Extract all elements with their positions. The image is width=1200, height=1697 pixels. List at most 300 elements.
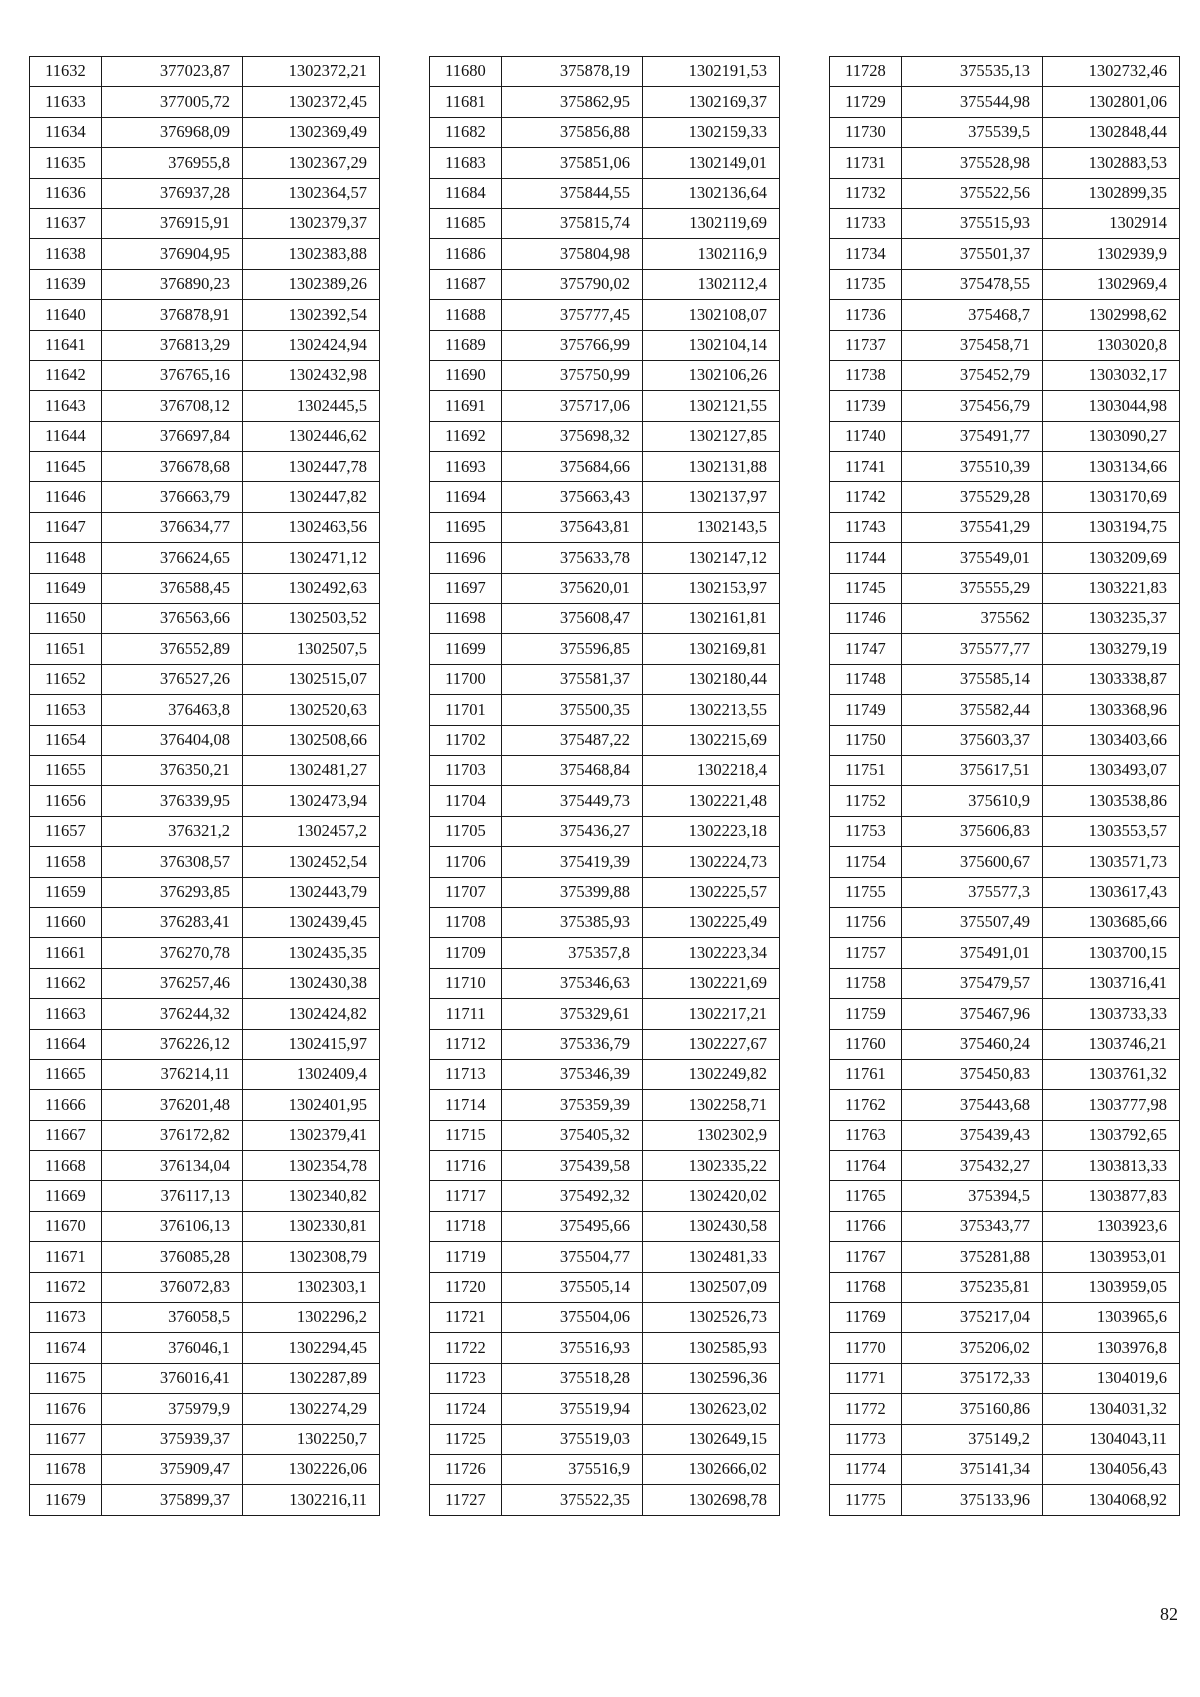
- x-coordinate-cell: 376106,13: [102, 1211, 243, 1241]
- y-coordinate-cell: 1303746,21: [1043, 1029, 1180, 1059]
- y-coordinate-cell: 1302354,78: [243, 1151, 380, 1181]
- y-coordinate-cell: 1303813,33: [1043, 1151, 1180, 1181]
- x-coordinate-cell: 375606,83: [902, 816, 1043, 846]
- table-row: [830, 604, 1180, 634]
- y-coordinate-cell: 1302409,4: [243, 1059, 380, 1089]
- y-coordinate-cell: 1302108,07: [643, 300, 780, 330]
- point-number-cell: 11725: [430, 1424, 502, 1454]
- x-coordinate-cell: 376937,28: [102, 178, 243, 208]
- table-row: [830, 1454, 1180, 1484]
- x-coordinate-cell: 376813,29: [102, 330, 243, 360]
- x-coordinate-cell: 377023,87: [102, 57, 243, 87]
- x-coordinate-cell: 375600,67: [902, 847, 1043, 877]
- x-coordinate-cell: 376697,84: [102, 421, 243, 451]
- point-number-cell: 11769: [830, 1303, 902, 1333]
- table-row: [830, 512, 1180, 542]
- point-number-cell: 11646: [30, 482, 102, 512]
- y-coordinate-cell: 1302131,88: [643, 452, 780, 482]
- table-row: [30, 1363, 380, 1393]
- point-number-cell: 11721: [430, 1303, 502, 1333]
- x-coordinate-cell: 375539,5: [902, 117, 1043, 147]
- y-coordinate-cell: 1302147,12: [643, 543, 780, 573]
- x-coordinate-cell: 375439,43: [902, 1120, 1043, 1150]
- point-number-cell: 11640: [30, 300, 102, 330]
- y-coordinate-cell: 1302666,02: [643, 1454, 780, 1484]
- y-coordinate-cell: 1302473,94: [243, 786, 380, 816]
- x-coordinate-cell: 375856,88: [502, 117, 643, 147]
- y-coordinate-cell: 1303792,65: [1043, 1120, 1180, 1150]
- table-row: [830, 1059, 1180, 1089]
- table-row: [30, 573, 380, 603]
- point-number-cell: 11756: [830, 907, 902, 937]
- y-coordinate-cell: 1304043,11: [1043, 1424, 1180, 1454]
- y-coordinate-cell: 1303209,69: [1043, 543, 1180, 573]
- point-number-cell: 11728: [830, 57, 902, 87]
- table-row: [430, 634, 780, 664]
- point-number-cell: 11648: [30, 543, 102, 573]
- table-row: [430, 1424, 780, 1454]
- table-row: [830, 57, 1180, 87]
- table-row: [430, 148, 780, 178]
- x-coordinate-cell: 375495,66: [502, 1211, 643, 1241]
- y-coordinate-cell: 1302503,52: [243, 604, 380, 634]
- x-coordinate-cell: 375577,3: [902, 877, 1043, 907]
- point-number-cell: 11638: [30, 239, 102, 269]
- point-number-cell: 11741: [830, 452, 902, 482]
- y-coordinate-cell: 1302153,97: [643, 573, 780, 603]
- y-coordinate-cell: 1302137,97: [643, 482, 780, 512]
- point-number-cell: 11731: [830, 148, 902, 178]
- x-coordinate-cell: 375585,14: [902, 664, 1043, 694]
- x-coordinate-cell: 375519,94: [502, 1394, 643, 1424]
- point-number-cell: 11645: [30, 452, 102, 482]
- x-coordinate-cell: 375899,37: [102, 1485, 243, 1515]
- point-number-cell: 11760: [830, 1029, 902, 1059]
- point-number-cell: 11702: [430, 725, 502, 755]
- table-row: [830, 786, 1180, 816]
- table-row: [830, 148, 1180, 178]
- point-number-cell: 11681: [430, 87, 502, 117]
- y-coordinate-cell: 1302899,35: [1043, 178, 1180, 208]
- y-coordinate-cell: 1302698,78: [643, 1485, 780, 1515]
- point-number-cell: 11738: [830, 360, 902, 390]
- x-coordinate-cell: 375516,9: [502, 1454, 643, 1484]
- point-number-cell: 11771: [830, 1363, 902, 1393]
- point-number-cell: 11639: [30, 269, 102, 299]
- y-coordinate-cell: 1302227,67: [643, 1029, 780, 1059]
- point-number-cell: 11752: [830, 786, 902, 816]
- point-number-cell: 11736: [830, 300, 902, 330]
- point-number-cell: 11687: [430, 269, 502, 299]
- y-coordinate-cell: 1302379,37: [243, 208, 380, 238]
- x-coordinate-cell: 375281,88: [902, 1242, 1043, 1272]
- y-coordinate-cell: 1302217,21: [643, 999, 780, 1029]
- x-coordinate-cell: 376563,66: [102, 604, 243, 634]
- point-number-cell: 11761: [830, 1059, 902, 1089]
- y-coordinate-cell: 1302969,4: [1043, 269, 1180, 299]
- x-coordinate-cell: 375610,9: [902, 786, 1043, 816]
- table-row: [430, 360, 780, 390]
- y-coordinate-cell: 1303959,05: [1043, 1272, 1180, 1302]
- point-number-cell: 11720: [430, 1272, 502, 1302]
- table-row: [30, 999, 380, 1029]
- y-coordinate-cell: 1303032,17: [1043, 360, 1180, 390]
- x-coordinate-cell: 375385,93: [502, 907, 643, 937]
- table-row: [830, 391, 1180, 421]
- y-coordinate-cell: 1302481,27: [243, 755, 380, 785]
- point-number-cell: 11710: [430, 968, 502, 998]
- table-row: [30, 695, 380, 725]
- y-coordinate-cell: 1304068,92: [1043, 1485, 1180, 1515]
- table-row: [430, 786, 780, 816]
- y-coordinate-cell: 1302116,9: [643, 239, 780, 269]
- table-row: [30, 360, 380, 390]
- table-row: [430, 907, 780, 937]
- x-coordinate-cell: 375399,88: [502, 877, 643, 907]
- point-number-cell: 11678: [30, 1454, 102, 1484]
- x-coordinate-cell: 375862,95: [502, 87, 643, 117]
- y-coordinate-cell: 1302372,45: [243, 87, 380, 117]
- table-row: [30, 330, 380, 360]
- point-number-cell: 11656: [30, 786, 102, 816]
- y-coordinate-cell: 1302308,79: [243, 1242, 380, 1272]
- y-coordinate-cell: 1302143,5: [643, 512, 780, 542]
- x-coordinate-cell: 376072,83: [102, 1272, 243, 1302]
- table-row: [830, 1272, 1180, 1302]
- y-coordinate-cell: 1302112,4: [643, 269, 780, 299]
- point-number-cell: 11770: [830, 1333, 902, 1363]
- table-row: [830, 543, 1180, 573]
- y-coordinate-cell: 1303761,32: [1043, 1059, 1180, 1089]
- x-coordinate-cell: 376308,57: [102, 847, 243, 877]
- table-row: [430, 1272, 780, 1302]
- x-coordinate-cell: 375878,19: [502, 57, 643, 87]
- x-coordinate-cell: 375633,78: [502, 543, 643, 573]
- y-coordinate-cell: 1303235,37: [1043, 604, 1180, 634]
- point-number-cell: 11764: [830, 1151, 902, 1181]
- table-row: [430, 604, 780, 634]
- x-coordinate-cell: 375518,28: [502, 1363, 643, 1393]
- x-coordinate-cell: 376214,11: [102, 1059, 243, 1089]
- point-number-cell: 11632: [30, 57, 102, 87]
- x-coordinate-cell: 375452,79: [902, 360, 1043, 390]
- x-coordinate-cell: 375172,33: [902, 1363, 1043, 1393]
- x-coordinate-cell: 375439,58: [502, 1151, 643, 1181]
- x-coordinate-cell: 375507,49: [902, 907, 1043, 937]
- table-row: [30, 938, 380, 968]
- x-coordinate-cell: 375346,39: [502, 1059, 643, 1089]
- point-number-cell: 11726: [430, 1454, 502, 1484]
- table-row: [430, 512, 780, 542]
- x-coordinate-cell: 376955,8: [102, 148, 243, 178]
- x-coordinate-cell: 375504,06: [502, 1303, 643, 1333]
- table-row: [30, 634, 380, 664]
- y-coordinate-cell: 1303338,87: [1043, 664, 1180, 694]
- point-number-cell: 11689: [430, 330, 502, 360]
- x-coordinate-cell: 375500,35: [502, 695, 643, 725]
- y-coordinate-cell: 1302367,29: [243, 148, 380, 178]
- table-row: [830, 269, 1180, 299]
- y-coordinate-cell: 1302457,2: [243, 816, 380, 846]
- point-number-cell: 11766: [830, 1211, 902, 1241]
- y-coordinate-cell: 1302447,82: [243, 482, 380, 512]
- y-coordinate-cell: 1302335,22: [643, 1151, 780, 1181]
- x-coordinate-cell: 375581,37: [502, 664, 643, 694]
- y-coordinate-cell: 1303685,66: [1043, 907, 1180, 937]
- x-coordinate-cell: 375478,55: [902, 269, 1043, 299]
- point-number-cell: 11729: [830, 87, 902, 117]
- table-row: [830, 178, 1180, 208]
- point-number-cell: 11749: [830, 695, 902, 725]
- x-coordinate-cell: 375467,96: [902, 999, 1043, 1029]
- y-coordinate-cell: 1302596,36: [643, 1363, 780, 1393]
- y-coordinate-cell: 1304031,32: [1043, 1394, 1180, 1424]
- y-coordinate-cell: 1302369,49: [243, 117, 380, 147]
- point-number-cell: 11758: [830, 968, 902, 998]
- point-number-cell: 11685: [430, 208, 502, 238]
- x-coordinate-cell: 375544,98: [902, 87, 1043, 117]
- x-coordinate-cell: 376915,91: [102, 208, 243, 238]
- table-row: [30, 239, 380, 269]
- y-coordinate-cell: 1303923,6: [1043, 1211, 1180, 1241]
- table-row: [830, 1394, 1180, 1424]
- point-number-cell: 11695: [430, 512, 502, 542]
- table-row: [430, 1333, 780, 1363]
- y-coordinate-cell: 1303553,57: [1043, 816, 1180, 846]
- table-row: [430, 877, 780, 907]
- point-number-cell: 11722: [430, 1333, 502, 1363]
- table-row: [430, 1059, 780, 1089]
- point-number-cell: 11768: [830, 1272, 902, 1302]
- x-coordinate-cell: 375979,9: [102, 1394, 243, 1424]
- point-number-cell: 11683: [430, 148, 502, 178]
- y-coordinate-cell: 1302420,02: [643, 1181, 780, 1211]
- table-row: [30, 543, 380, 573]
- coordinates-table-2: [429, 56, 780, 1516]
- table-row: [430, 57, 780, 87]
- point-number-cell: 11657: [30, 816, 102, 846]
- x-coordinate-cell: 376172,82: [102, 1120, 243, 1150]
- point-number-cell: 11723: [430, 1363, 502, 1393]
- x-coordinate-cell: 375394,5: [902, 1181, 1043, 1211]
- y-coordinate-cell: 1302492,63: [243, 573, 380, 603]
- table-row: [430, 330, 780, 360]
- y-coordinate-cell: 1302526,73: [643, 1303, 780, 1333]
- table-row: [30, 178, 380, 208]
- y-coordinate-cell: 1303877,83: [1043, 1181, 1180, 1211]
- point-number-cell: 11762: [830, 1090, 902, 1120]
- table-row: [830, 725, 1180, 755]
- point-number-cell: 11637: [30, 208, 102, 238]
- point-number-cell: 11679: [30, 1485, 102, 1515]
- point-number-cell: 11682: [430, 117, 502, 147]
- y-coordinate-cell: 1303403,66: [1043, 725, 1180, 755]
- point-number-cell: 11715: [430, 1120, 502, 1150]
- y-coordinate-cell: 1302250,7: [243, 1424, 380, 1454]
- x-coordinate-cell: 376527,26: [102, 664, 243, 694]
- point-number-cell: 11747: [830, 634, 902, 664]
- table-row: [30, 148, 380, 178]
- point-number-cell: 11665: [30, 1059, 102, 1089]
- y-coordinate-cell: 1302452,54: [243, 847, 380, 877]
- table-row: [830, 482, 1180, 512]
- table-row: [30, 1059, 380, 1089]
- x-coordinate-cell: 375505,14: [502, 1272, 643, 1302]
- table-row: [30, 1333, 380, 1363]
- point-number-cell: 11712: [430, 1029, 502, 1059]
- x-coordinate-cell: 375698,32: [502, 421, 643, 451]
- point-number-cell: 11652: [30, 664, 102, 694]
- y-coordinate-cell: 1303493,07: [1043, 755, 1180, 785]
- x-coordinate-cell: 375529,28: [902, 482, 1043, 512]
- point-number-cell: 11745: [830, 573, 902, 603]
- y-coordinate-cell: 1302258,71: [643, 1090, 780, 1120]
- point-number-cell: 11713: [430, 1059, 502, 1089]
- y-coordinate-cell: 1302225,49: [643, 907, 780, 937]
- point-number-cell: 11660: [30, 907, 102, 937]
- table-row: [430, 1394, 780, 1424]
- y-coordinate-cell: 1303090,27: [1043, 421, 1180, 451]
- table-row: [430, 482, 780, 512]
- x-coordinate-cell: 375939,37: [102, 1424, 243, 1454]
- x-coordinate-cell: 375343,77: [902, 1211, 1043, 1241]
- x-coordinate-cell: 376463,8: [102, 695, 243, 725]
- point-number-cell: 11755: [830, 877, 902, 907]
- point-number-cell: 11680: [430, 57, 502, 87]
- table-row: [30, 1181, 380, 1211]
- table-row: [830, 1363, 1180, 1393]
- x-coordinate-cell: 375844,55: [502, 178, 643, 208]
- y-coordinate-cell: 1303777,98: [1043, 1090, 1180, 1120]
- point-number-cell: 11767: [830, 1242, 902, 1272]
- y-coordinate-cell: 1303965,6: [1043, 1303, 1180, 1333]
- table-row: [30, 968, 380, 998]
- x-coordinate-cell: 375458,71: [902, 330, 1043, 360]
- y-coordinate-cell: 1302302,9: [643, 1120, 780, 1150]
- point-number-cell: 11750: [830, 725, 902, 755]
- x-coordinate-cell: 376624,65: [102, 543, 243, 573]
- y-coordinate-cell: 1302389,26: [243, 269, 380, 299]
- table-row: [830, 330, 1180, 360]
- point-number-cell: 11774: [830, 1454, 902, 1484]
- table-row: [30, 1394, 380, 1424]
- point-number-cell: 11675: [30, 1363, 102, 1393]
- coordinates-table-1: [29, 56, 380, 1516]
- coordinates-table-3: [829, 56, 1180, 1516]
- table-row: [30, 1151, 380, 1181]
- table-row: [830, 1211, 1180, 1241]
- table-row: [830, 452, 1180, 482]
- table-row: [30, 755, 380, 785]
- y-coordinate-cell: 1303700,15: [1043, 938, 1180, 968]
- y-coordinate-cell: 1302224,73: [643, 847, 780, 877]
- x-coordinate-cell: 375336,79: [502, 1029, 643, 1059]
- x-coordinate-cell: 376678,68: [102, 452, 243, 482]
- point-number-cell: 11706: [430, 847, 502, 877]
- x-coordinate-cell: 375432,27: [902, 1151, 1043, 1181]
- point-number-cell: 11719: [430, 1242, 502, 1272]
- point-number-cell: 11651: [30, 634, 102, 664]
- y-coordinate-cell: 1303716,41: [1043, 968, 1180, 998]
- x-coordinate-cell: 375562: [902, 604, 1043, 634]
- y-coordinate-cell: 1302508,66: [243, 725, 380, 755]
- table-row: [430, 725, 780, 755]
- y-coordinate-cell: 1302379,41: [243, 1120, 380, 1150]
- point-number-cell: 11744: [830, 543, 902, 573]
- table-row: [30, 117, 380, 147]
- y-coordinate-cell: 1302939,9: [1043, 239, 1180, 269]
- point-number-cell: 11748: [830, 664, 902, 694]
- x-coordinate-cell: 375516,93: [502, 1333, 643, 1363]
- y-coordinate-cell: 1302415,97: [243, 1029, 380, 1059]
- x-coordinate-cell: 375577,77: [902, 634, 1043, 664]
- point-number-cell: 11634: [30, 117, 102, 147]
- point-number-cell: 11693: [430, 452, 502, 482]
- x-coordinate-cell: 375456,79: [902, 391, 1043, 421]
- point-number-cell: 11735: [830, 269, 902, 299]
- point-number-cell: 11700: [430, 664, 502, 694]
- y-coordinate-cell: 1302221,69: [643, 968, 780, 998]
- x-coordinate-cell: 375519,03: [502, 1424, 643, 1454]
- x-coordinate-cell: 376890,23: [102, 269, 243, 299]
- y-coordinate-cell: 1302274,29: [243, 1394, 380, 1424]
- point-number-cell: 11659: [30, 877, 102, 907]
- x-coordinate-cell: 375909,47: [102, 1454, 243, 1484]
- table-row: [830, 1303, 1180, 1333]
- x-coordinate-cell: 375501,37: [902, 239, 1043, 269]
- table-row: [830, 208, 1180, 238]
- table-row: [430, 1485, 780, 1515]
- y-coordinate-cell: 1303194,75: [1043, 512, 1180, 542]
- table-row: [30, 208, 380, 238]
- y-coordinate-cell: 1302430,38: [243, 968, 380, 998]
- x-coordinate-cell: 376552,89: [102, 634, 243, 664]
- point-number-cell: 11698: [430, 604, 502, 634]
- y-coordinate-cell: 1302623,02: [643, 1394, 780, 1424]
- point-number-cell: 11699: [430, 634, 502, 664]
- x-coordinate-cell: 375596,85: [502, 634, 643, 664]
- x-coordinate-cell: 375522,35: [502, 1485, 643, 1515]
- y-coordinate-cell: 1303538,86: [1043, 786, 1180, 816]
- y-coordinate-cell: 1302287,89: [243, 1363, 380, 1393]
- y-coordinate-cell: 1302914: [1043, 208, 1180, 238]
- point-number-cell: 11709: [430, 938, 502, 968]
- y-coordinate-cell: 1302585,93: [643, 1333, 780, 1363]
- y-coordinate-cell: 1302424,94: [243, 330, 380, 360]
- x-coordinate-cell: 375510,39: [902, 452, 1043, 482]
- x-coordinate-cell: 376663,79: [102, 482, 243, 512]
- y-coordinate-cell: 1302507,5: [243, 634, 380, 664]
- point-number-cell: 11663: [30, 999, 102, 1029]
- point-number-cell: 11684: [430, 178, 502, 208]
- x-coordinate-cell: 376257,46: [102, 968, 243, 998]
- table-row: [830, 360, 1180, 390]
- table-row: [430, 452, 780, 482]
- table-row: [430, 1454, 780, 1484]
- y-coordinate-cell: 1303221,83: [1043, 573, 1180, 603]
- x-coordinate-cell: 376765,16: [102, 360, 243, 390]
- y-coordinate-cell: 1303733,33: [1043, 999, 1180, 1029]
- point-number-cell: 11753: [830, 816, 902, 846]
- point-number-cell: 11644: [30, 421, 102, 451]
- point-number-cell: 11669: [30, 1181, 102, 1211]
- table-row: [830, 664, 1180, 694]
- x-coordinate-cell: 376293,85: [102, 877, 243, 907]
- y-coordinate-cell: 1302223,18: [643, 816, 780, 846]
- point-number-cell: 11775: [830, 1485, 902, 1515]
- table-row: [430, 1242, 780, 1272]
- y-coordinate-cell: 1302226,06: [243, 1454, 380, 1484]
